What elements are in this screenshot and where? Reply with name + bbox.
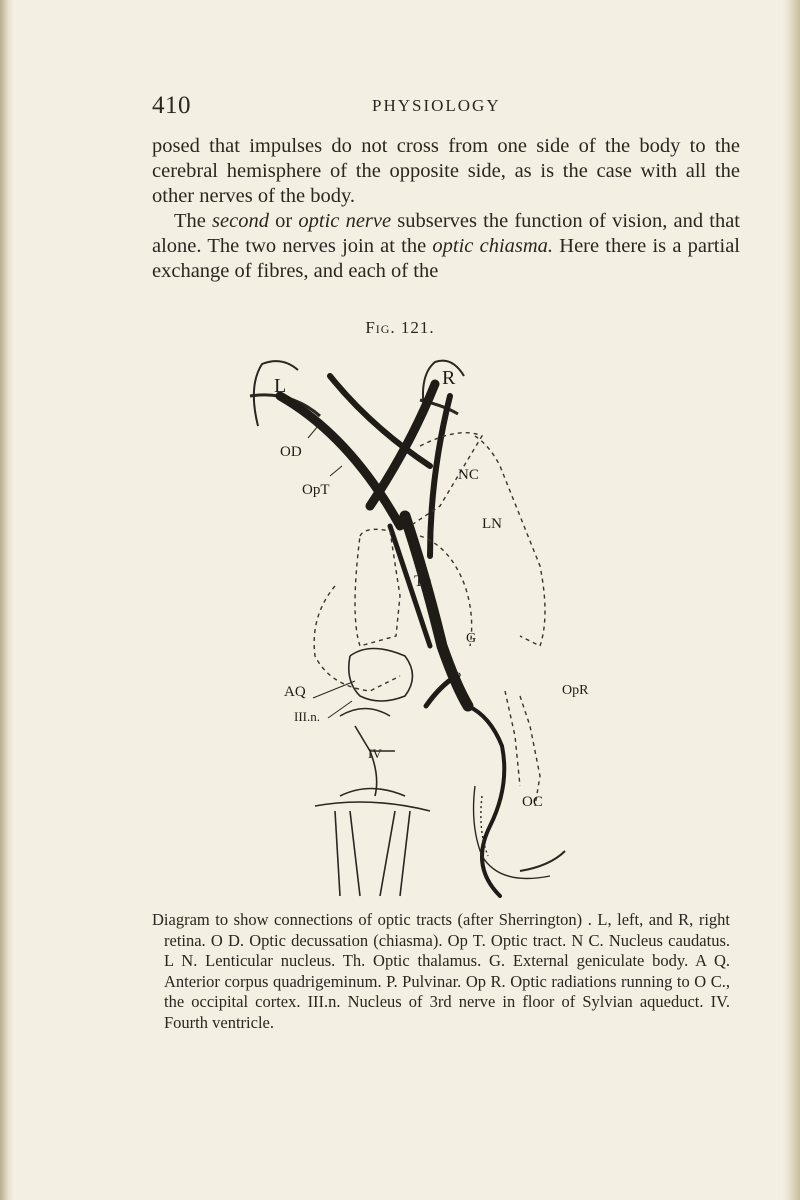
- figure-caption: [152, 910, 730, 1033]
- p2-text-a: The: [174, 210, 213, 232]
- label-NC: NC: [458, 467, 479, 483]
- label-P: P: [454, 669, 462, 684]
- page-edge-left: [0, 0, 14, 1200]
- p2-emphasis-optic-nerve: optic nerve: [298, 210, 392, 232]
- label-G: G: [466, 631, 477, 646]
- label-L: L: [274, 375, 287, 397]
- page-number: 410: [152, 92, 191, 119]
- midbrain-structures: [315, 649, 430, 897]
- label-AQ: AQ: [284, 684, 306, 700]
- caption-text: Diagram to show connections of optic tracts (after Sherrington) . L, left, and R, right retina. O D. Optic decussation (chiasma). Op T. Optic tract. N C. Nucleus caudatus. L N. Lenticular nucleus. Th. Optic thalamus. G. External geniculate body. A Q. Anterior corpus quadrigeminum. P. Pulvinar. Op R. Optic radiations running to O C., the occipital cortex. III.n. Nucleus of 3rd nerve in floor of Sylvian aqueduct. IV. Fourth ventricle.: [152, 910, 730, 1032]
- nucleus-outlines: [314, 433, 545, 806]
- paragraph-2: [152, 209, 740, 284]
- optic-decussation: [280, 376, 450, 556]
- label-R: R: [442, 367, 456, 389]
- running-head: PHYSIOLOGY: [372, 96, 501, 115]
- label-leaders: [308, 426, 355, 718]
- p2-emphasis-optic-chiasma: optic chiasma.: [432, 235, 554, 257]
- label-IIIn: III.n.: [294, 709, 320, 724]
- p2-text-d: Here there is a partial exchange of fibres, and each of the: [152, 235, 740, 282]
- label-LN: LN: [482, 516, 502, 532]
- p2-emphasis-second: second: [212, 210, 269, 232]
- paragraph-1: posed that impulses do not cross from one side of the body to the cerebral hemisphere of the opposite side, as is the case with all the other nerves of the body.: [152, 135, 740, 207]
- label-IV: IV: [368, 746, 382, 761]
- page-edge-right: [782, 0, 800, 1200]
- p2-text-b: or: [268, 210, 299, 232]
- optic-tract-diagram: [220, 356, 600, 906]
- label-Th: Th: [414, 573, 432, 590]
- body-text: [152, 134, 740, 284]
- label-OD: OD: [280, 444, 302, 460]
- p2-text-c: subserves the function of vision, and that alone. The two nerves join at the: [152, 210, 741, 257]
- label-OpR: OpR: [562, 683, 589, 698]
- label-OpT: OpT: [302, 482, 330, 498]
- figure-label: Fig. 121.: [365, 318, 435, 337]
- label-OC: OC: [522, 794, 543, 810]
